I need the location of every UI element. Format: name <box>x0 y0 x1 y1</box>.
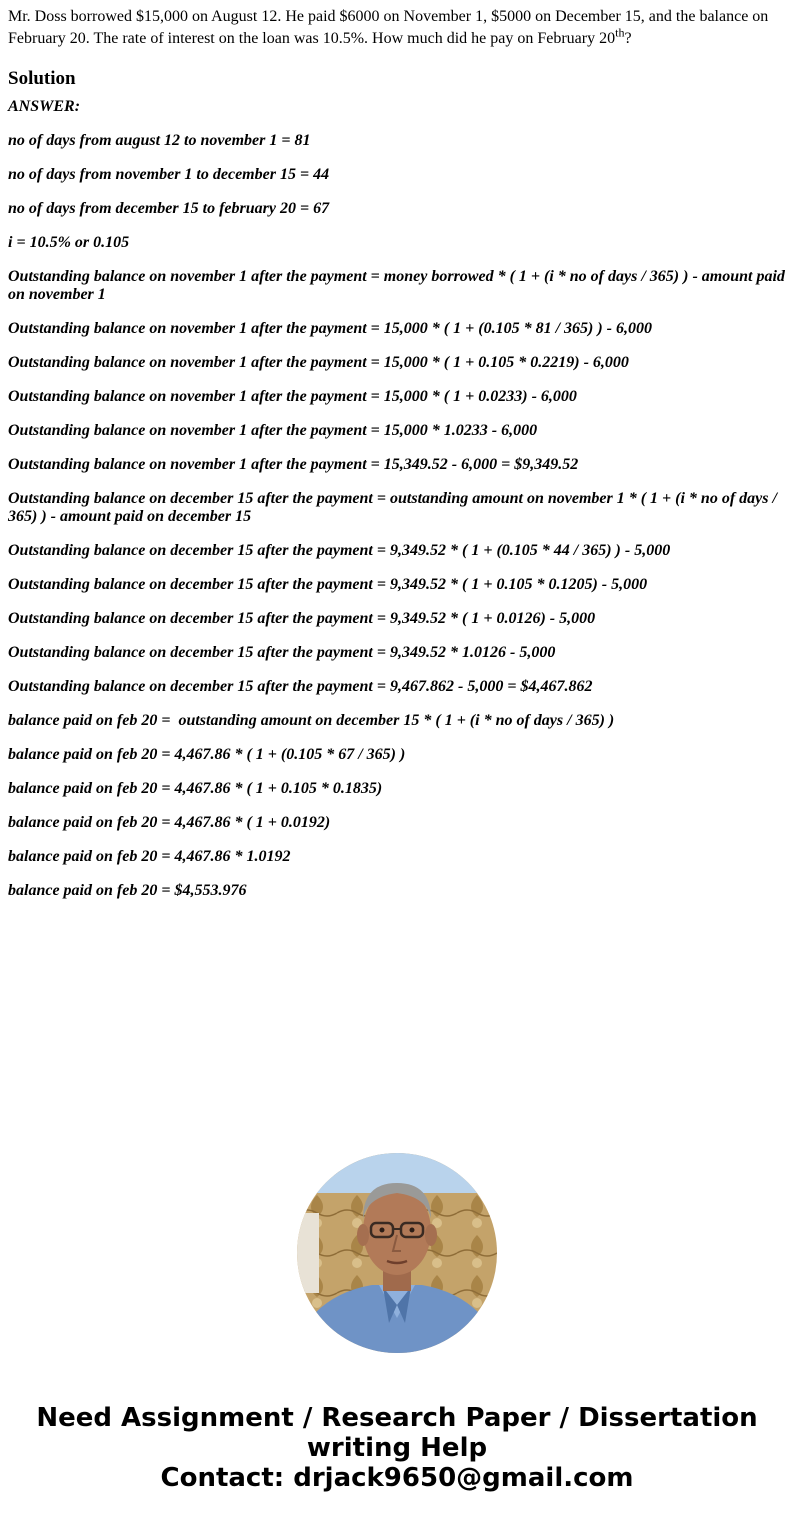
answer-step: no of days from november 1 to december 15 = 44 <box>8 166 330 183</box>
answer-step: no of days from august 12 to november 1 = 81 <box>8 132 311 149</box>
answer-step: Outstanding balance on december 15 after the payment = 9,349.52 * ( 1 + 0.105 * 0.1205) - 5,000 <box>8 576 648 593</box>
answer-step: i = 10.5% or 0.105 <box>8 234 130 251</box>
answer-step: Outstanding balance on november 1 after the payment = money borrowed * ( 1 + (i * no of days / 365) ) - amount paid on november 1 <box>8 268 789 303</box>
answer-step: Outstanding balance on december 15 after the payment = 9,349.52 * 1.0126 - 5,000 <box>8 644 556 661</box>
answer-steps <box>8 98 788 900</box>
promo-footer <box>0 1403 794 1493</box>
answer-step: Outstanding balance on november 1 after the payment = 15,000 * ( 1 + 0.105 * 0.2219) - 6,000 <box>8 354 629 371</box>
promo-line-1: Need Assignment / Research Paper / Dissertation <box>36 1403 758 1433</box>
question-superscript: th <box>615 25 625 40</box>
answer-label: ANSWER: <box>8 98 81 115</box>
answer-step: balance paid on feb 20 = 4,467.86 * ( 1 + 0.0192) <box>8 814 331 831</box>
answer-step: no of days from december 15 to february 20 = 67 <box>8 200 330 217</box>
author-portrait-image <box>297 1153 497 1353</box>
final-answer: balance paid on feb 20 = $4,553.976 <box>8 882 247 899</box>
answer-step: Outstanding balance on december 15 after the payment = 9,349.52 * ( 1 + (0.105 * 44 / 365) ) - 5,000 <box>8 542 671 559</box>
answer-step: balance paid on feb 20 = 4,467.86 * ( 1 + (0.105 * 67 / 365) ) <box>8 746 406 763</box>
question-text <box>8 6 788 50</box>
question-end: ? <box>624 30 632 47</box>
document-body <box>8 6 788 916</box>
answer-step: Outstanding balance on november 1 after the payment = 15,000 * ( 1 + (0.105 * 81 / 365) ) - 6,000 <box>8 320 652 337</box>
question-main: Mr. Doss borrowed $15,000 on August 12. He paid $6000 on November 1, $5000 on December 15, and the balance on February 20. The rate of interest on the loan was 10.5%. How much did he pay on February 20 <box>8 8 769 47</box>
answer-step: Outstanding balance on december 15 after the payment = 9,467.862 - 5,000 = $4,467.862 <box>8 678 593 695</box>
answer-step: Outstanding balance on november 1 after the payment = 15,349.52 - 6,000 = $9,349.52 <box>8 456 579 473</box>
answer-step: Outstanding balance on november 1 after the payment = 15,000 * ( 1 + 0.0233) - 6,000 <box>8 388 577 405</box>
answer-step: balance paid on feb 20 = 4,467.86 * ( 1 + 0.105 * 0.1835) <box>8 780 383 797</box>
answer-step: Outstanding balance on december 15 after the payment = 9,349.52 * ( 1 + 0.0126) - 5,000 <box>8 610 596 627</box>
author-avatar <box>297 1153 497 1353</box>
contact-email: Contact: drjack9650@gmail.com <box>160 1463 634 1493</box>
promo-line-2: writing Help <box>306 1433 488 1463</box>
solution-heading: Solution <box>8 68 76 89</box>
answer-step: Outstanding balance on december 15 after the payment = outstanding amount on november 1 * ( 1 + (i * no of days / 365) ) - amount paid on december 15 <box>8 490 781 525</box>
answer-step: Outstanding balance on november 1 after the payment = 15,000 * 1.0233 - 6,000 <box>8 422 538 439</box>
answer-step: balance paid on feb 20 = outstanding amount on december 15 * ( 1 + (i * no of days / 365) ) <box>8 712 615 729</box>
answer-step: balance paid on feb 20 = 4,467.86 * 1.0192 <box>8 848 291 865</box>
